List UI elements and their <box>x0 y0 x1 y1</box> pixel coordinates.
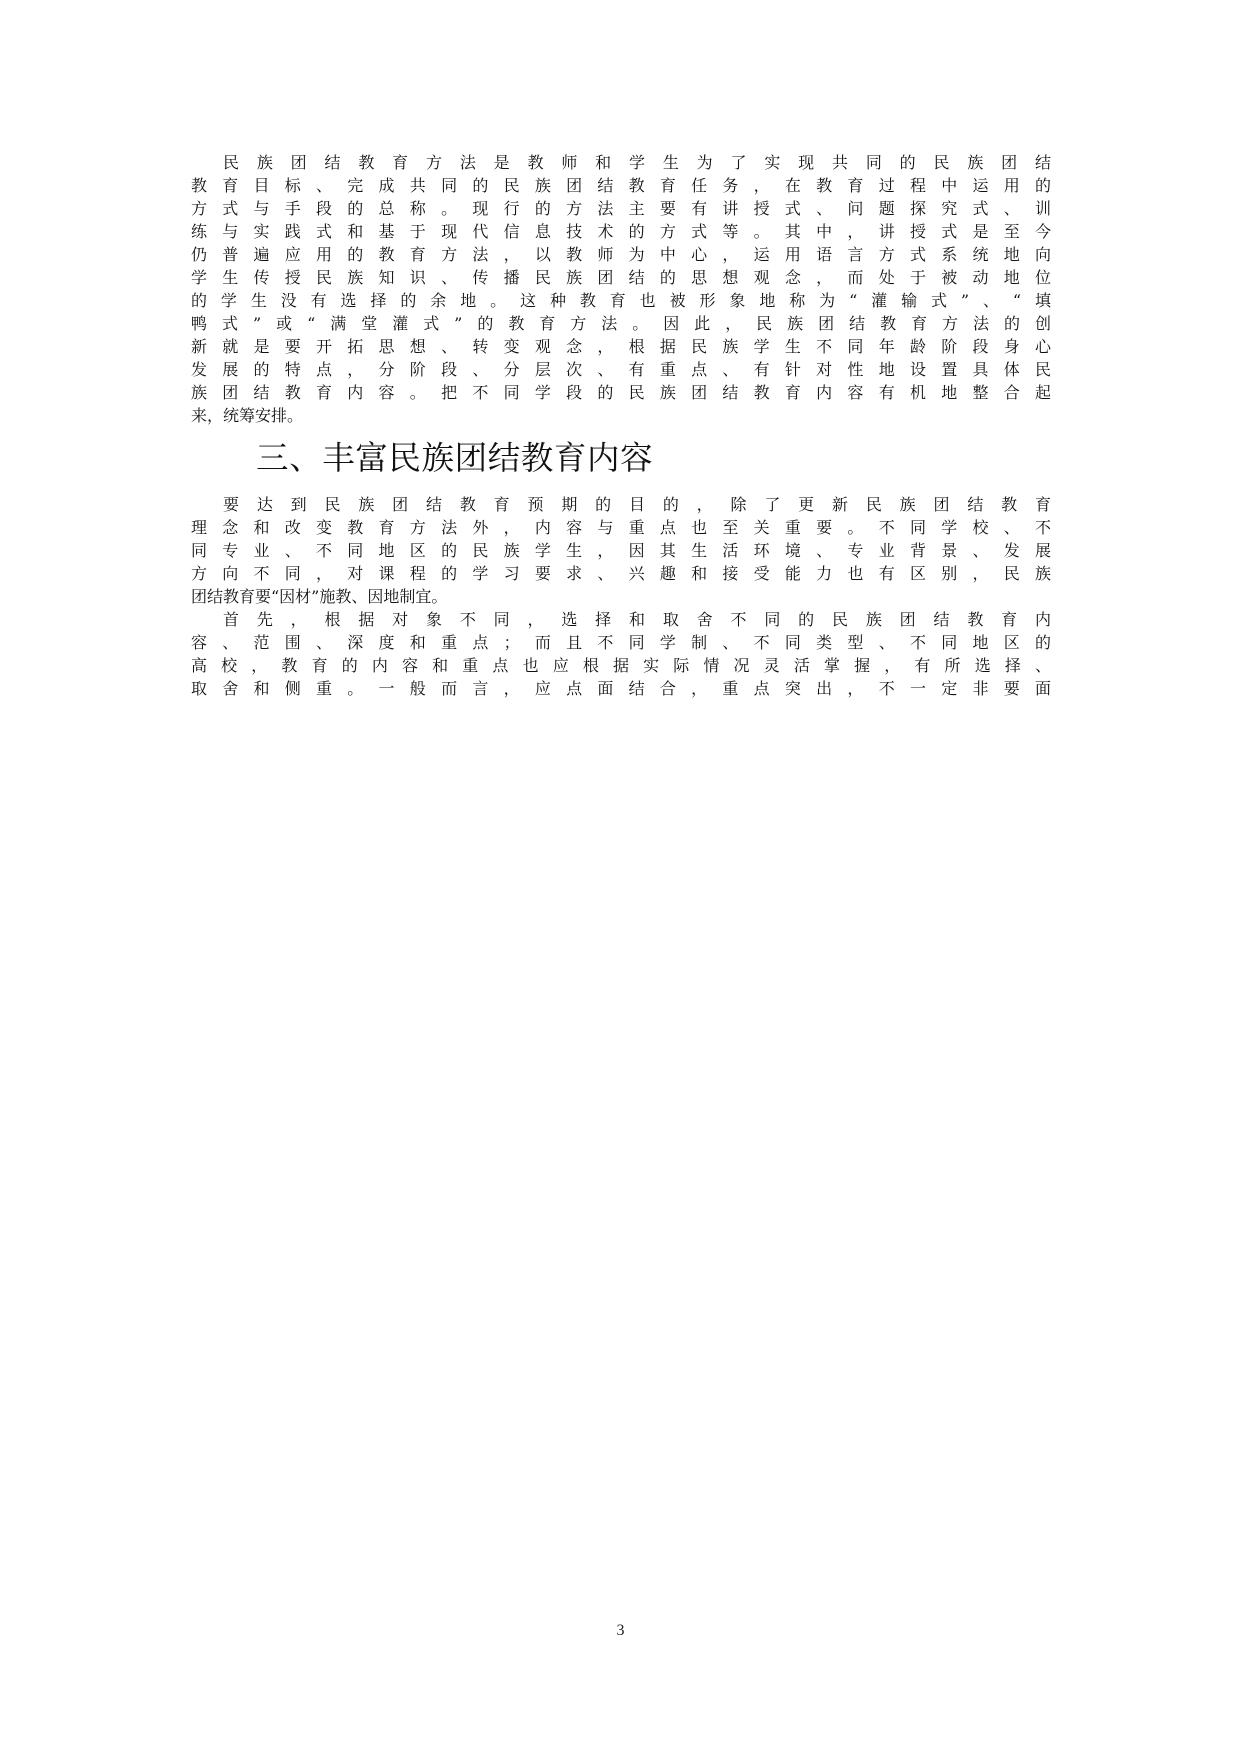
text-line: 族团结教育内容。把不同学段的民族团结教育内容有机地整合起 <box>191 383 1051 402</box>
text-line: 练与实践式和基于现代信息技术的方式等。其中，讲授式是至今 <box>191 222 1051 241</box>
page-number: 3 <box>616 1622 625 1639</box>
text-line: 理念和改变教育方法外，内容与重点也至关重要。不同学校、不 <box>191 517 1051 537</box>
text-line: 方式与手段的总称。现行的方法主要有讲授式、问题探究式、训 <box>191 199 1051 218</box>
text-line: 同专业、不同地区的民族学生，因其生活环境、专业背景、发展 <box>191 540 1051 560</box>
paragraph-first <box>191 607 1051 699</box>
text-line: 民族团结教育方法是教师和学生为了实现共同的民族团结 <box>223 153 1051 172</box>
text-line: 仍普遍应用的教育方法，以教师为中心，运用语言方式系统地向 <box>191 245 1051 264</box>
text-line: 新就是要开拓思想、转变观念，根据民族学生不同年龄阶段身心 <box>191 337 1051 356</box>
paragraph-content <box>191 492 1051 607</box>
text-line: 教育目标、完成共同的民族团结教育任务，在教育过程中运用的 <box>191 176 1051 195</box>
text-line: 容、范围、深度和重点；而且不同学制、不同类型、不同地区的 <box>191 632 1051 652</box>
text-line: 发展的特点，分阶段、分层次、有重点、有针对性地设置具体民 <box>191 360 1051 379</box>
text-line: 高校，教育的内容和重点也应根据实际情况灵活掌握，有所选择、 <box>191 655 1051 675</box>
text-line: 取舍和侧重。一般而言，应点面结合，重点突出，不一定非要面 <box>191 678 1051 698</box>
text-line: 来，统筹安排。 <box>191 406 304 425</box>
text-line: 的学生没有选择的余地。这种教育也被形象地称为“灌输式”、“填 <box>191 291 1051 310</box>
document-body <box>191 150 1051 699</box>
text-line: 要达到民族团结教育预期的目的，除了更新民族团结教育 <box>223 494 1051 514</box>
text-line: 团结教育要“因材”施教、因地制宜。 <box>191 586 448 606</box>
paragraph-methods <box>191 150 1051 426</box>
text-line: 鸭式”或“满堂灌式”的教育方法。因此，民族团结教育方法的创 <box>191 314 1051 333</box>
text-line: 学生传授民族知识、传播民族团结的思想观念，而处于被动地位 <box>191 268 1051 287</box>
text-line: 方向不同，对课程的学习要求、兴趣和接受能力也有区别，民族 <box>191 563 1051 583</box>
section-heading: 三、丰富民族团结教育内容 <box>256 439 654 477</box>
text-line: 首先，根据对象不同，选择和取舍不同的民族团结教育内 <box>223 609 1051 629</box>
